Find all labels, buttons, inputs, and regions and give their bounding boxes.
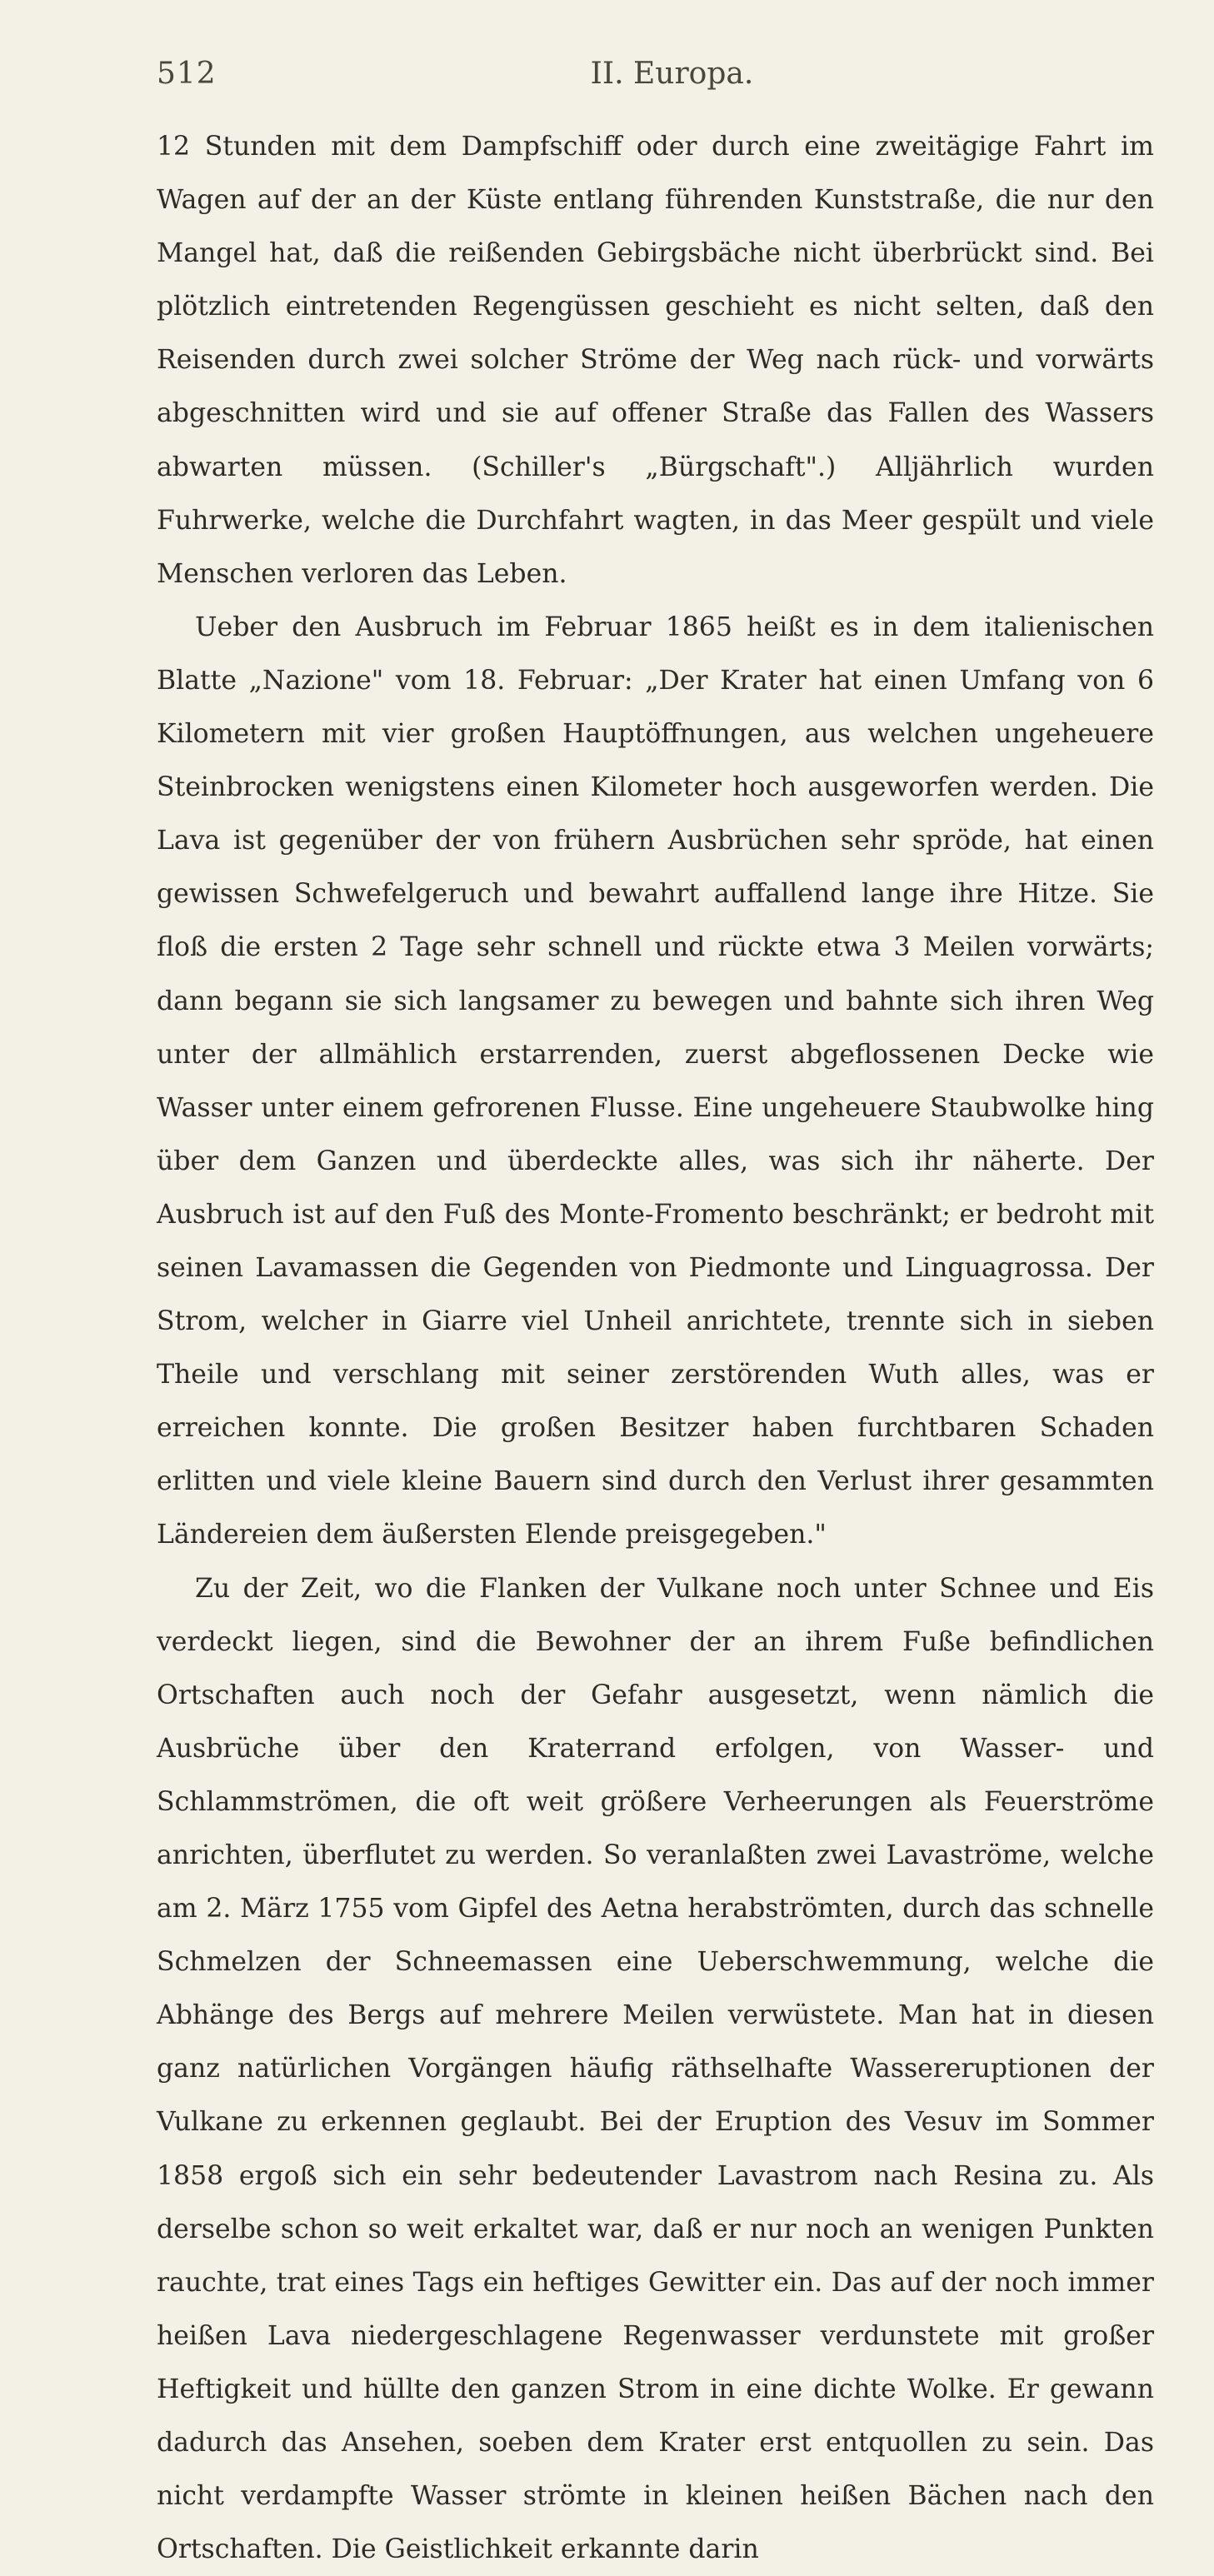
page-number: 512 [157, 57, 217, 91]
body-text [157, 120, 1154, 2576]
paragraph-continuation: 12 Stunden mit dem Dampfschiff oder durch eine zweitägige Fahrt im Wagen auf der an der Küste entlang führenden Kunststraße, die nur den Mangel hat, daß die reißenden Gebirgsbäche nicht überbrückt sind. Bei plötzlich eintretenden Regengüssen geschieht es nicht selten, daß den Reisenden durch zwei solcher Ströme der Weg nach rück- und vorwärts abgeschnitten wird und sie auf offener Straße das Fallen des Wassers abwarten müssen. (Schiller's „Bürgschaft".) Alljährlich wurden Fuhrwerke, welche die Durchfahrt wagten, in das Meer gespült und viele Menschen verloren das Leben. [157, 132, 1154, 589]
paragraph-eruption-report: Ueber den Ausbruch im Februar 1865 heißt es in dem italienischen Blatte „Nazione" vom 18. Februar: „Der Krater hat einen Umfang von 6 Kilometern mit vier großen Hauptöffnungen, aus welchen ungeheuere Steinbrocken wenigstens einen Kilometer hoch ausgeworfen werden. Die Lava ist gegenüber der von frühern Ausbrüchen sehr spröde, hat einen gewissen Schwefelgeruch und bewahrt auffallend lange ihre Hitze. Sie floß die ersten 2 Tage sehr schnell und rückte etwa 3 Meilen vorwärts; dann begann sie sich langsamer zu bewegen und bahnte sich ihren Weg unter der allmählich erstarrenden, zuerst abgeflossenen Decke wie Wasser unter einem gefrorenen Flusse. Eine ungeheuere Staubwolke hing über dem Ganzen und überdeckte alles, was sich ihr näherte. Der Ausbruch ist auf den Fuß des Monte-Fromento beschränkt; er bedroht mit seinen Lavamassen die Gegenden von Piedmonte und Linguagrossa. Der Strom, welcher in Giarre viel Unheil anrichtete, trennte sich in sieben Theile und verschlang mit seiner zerstörenden Wuth alles, was er erreichen konnte. Die großen Besitzer haben furchtbaren Schaden erlitten und viele kleine Bauern sind durch den Verlust ihrer gesammten Ländereien dem äußersten Elende preisgegeben." [157, 612, 1154, 1550]
chapter-header: II. Europa. [590, 57, 754, 91]
paragraph-water-eruptions: Zu der Zeit, wo die Flanken der Vulkane noch unter Schnee und Eis verdeckt liegen, sind die Bewohner der an ihrem Fuße befindlichen Ortschaften auch noch der Gefahr ausgesetzt, wenn nämlich die Ausbrüche über den Kraterrand erfolgen, von Wasser- und Schlammströmen, die oft weit größere Verheerungen als Feuerströme anrichten, überflutet zu werden. So veranlaßten zwei Lavaströme, welche am 2. März 1755 vom Gipfel des Aetna herabströmten, durch das schnelle Schmelzen der Schneemassen eine Ueberschwemmung, welche die Abhänge des Bergs auf mehrere Meilen verwüstete. Man hat in diesen ganz natürlichen Vorgängen häufig räthselhafte Wassereruptionen der Vulkane zu erkennen geglaubt. Bei der Eruption des Vesuv im Sommer 1858 ergoß sich ein sehr bedeutender Lavastrom nach Resina zu. Als derselbe schon so weit erkaltet war, daß er nur noch an wenigen Punkten rauchte, trat eines Tags ein heftiges Gewitter ein. Das auf der noch immer heißen Lava niedergeschlagene Regenwasser verdunstete mit großer Heftigkeit und hüllte den ganzen Strom in eine dichte Wolke. Er gewann dadurch das Ansehen, soeben dem Krater erst entquollen zu sein. Das nicht verdampfte Wasser strömte in kleinen heißen Bächen nach den Ortschaften. Die Geistlichkeit erkannte darin [157, 1573, 1154, 2565]
running-head [157, 57, 1154, 103]
